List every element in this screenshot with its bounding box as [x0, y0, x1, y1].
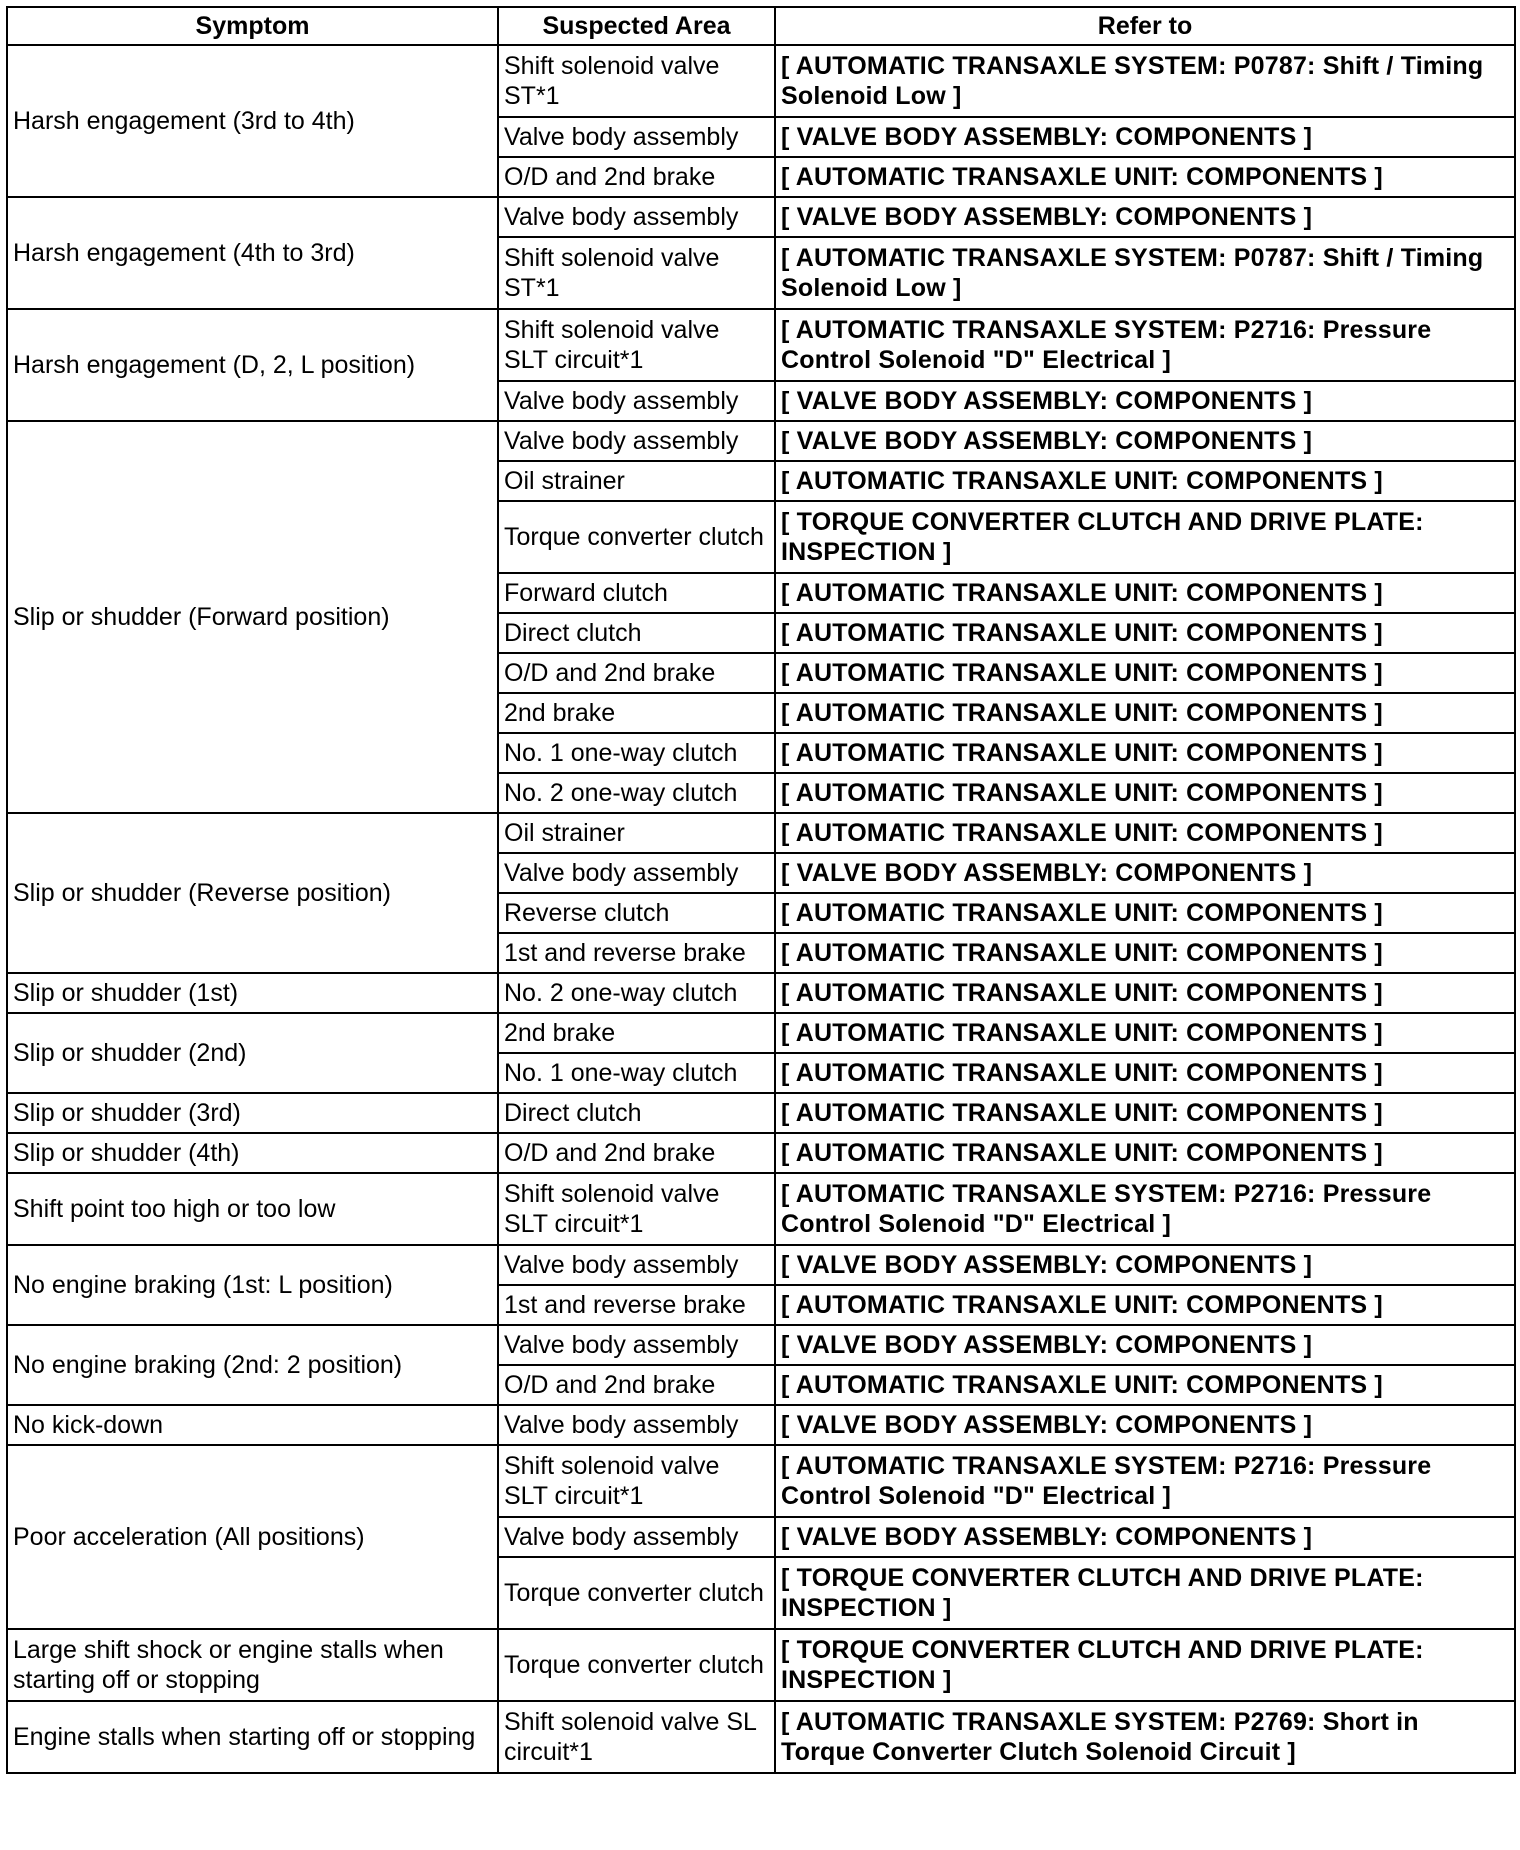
refer-to-cell: [ VALVE BODY ASSEMBLY: COMPONENTS ]	[775, 853, 1515, 893]
refer-to-cell: [ VALVE BODY ASSEMBLY: COMPONENTS ]	[775, 421, 1515, 461]
table-row	[7, 197, 1515, 237]
table-row	[7, 1173, 1515, 1245]
suspected-area-cell: O/D and 2nd brake	[498, 1133, 775, 1173]
symptom-cell: Slip or shudder (Forward position)	[7, 421, 498, 813]
refer-to-cell: [ AUTOMATIC TRANSAXLE SYSTEM: P2716: Pressure Control Solenoid "D" Electrical ]	[775, 309, 1515, 381]
refer-to-cell: [ AUTOMATIC TRANSAXLE UNIT: COMPONENTS ]	[775, 157, 1515, 197]
suspected-area-cell: Shift solenoid valve SL circuit*1	[498, 1701, 775, 1773]
suspected-area-cell: Valve body assembly	[498, 197, 775, 237]
symptom-cell: Slip or shudder (3rd)	[7, 1093, 498, 1133]
refer-to-cell: [ AUTOMATIC TRANSAXLE UNIT: COMPONENTS ]	[775, 1365, 1515, 1405]
suspected-area-cell: 1st and reverse brake	[498, 1285, 775, 1325]
suspected-area-cell: Valve body assembly	[498, 421, 775, 461]
suspected-area-cell: O/D and 2nd brake	[498, 653, 775, 693]
table-body	[7, 45, 1515, 1773]
table-row	[7, 1245, 1515, 1285]
suspected-area-cell: Torque converter clutch	[498, 1629, 775, 1701]
suspected-area-cell: Valve body assembly	[498, 1517, 775, 1557]
suspected-area-cell: Oil strainer	[498, 813, 775, 853]
suspected-area-cell: Valve body assembly	[498, 853, 775, 893]
symptom-cell: Large shift shock or engine stalls when starting off or stopping	[7, 1629, 498, 1701]
symptom-cell: Poor acceleration (All positions)	[7, 1445, 498, 1629]
refer-to-cell: [ TORQUE CONVERTER CLUTCH AND DRIVE PLATE: INSPECTION ]	[775, 501, 1515, 573]
symptom-cell: Slip or shudder (Reverse position)	[7, 813, 498, 973]
suspected-area-cell: Shift solenoid valve ST*1	[498, 237, 775, 309]
refer-to-cell: [ AUTOMATIC TRANSAXLE UNIT: COMPONENTS ]	[775, 773, 1515, 813]
refer-to-cell: [ AUTOMATIC TRANSAXLE SYSTEM: P0787: Shift / Timing Solenoid Low ]	[775, 45, 1515, 117]
table-row	[7, 1325, 1515, 1365]
suspected-area-cell: Torque converter clutch	[498, 501, 775, 573]
header-suspected-area: Suspected Area	[498, 7, 775, 45]
refer-to-cell: [ AUTOMATIC TRANSAXLE UNIT: COMPONENTS ]	[775, 461, 1515, 501]
header-refer-to: Refer to	[775, 7, 1515, 45]
refer-to-cell: [ AUTOMATIC TRANSAXLE UNIT: COMPONENTS ]	[775, 613, 1515, 653]
refer-to-cell: [ AUTOMATIC TRANSAXLE SYSTEM: P0787: Shift / Timing Solenoid Low ]	[775, 237, 1515, 309]
suspected-area-cell: Shift solenoid valve SLT circuit*1	[498, 1173, 775, 1245]
refer-to-cell: [ VALVE BODY ASSEMBLY: COMPONENTS ]	[775, 1245, 1515, 1285]
suspected-area-cell: No. 1 one-way clutch	[498, 1053, 775, 1093]
suspected-area-cell: Shift solenoid valve ST*1	[498, 45, 775, 117]
refer-to-cell: [ AUTOMATIC TRANSAXLE UNIT: COMPONENTS ]	[775, 1285, 1515, 1325]
refer-to-cell: [ AUTOMATIC TRANSAXLE SYSTEM: P2769: Short in Torque Converter Clutch Solenoid Circuit ]	[775, 1701, 1515, 1773]
suspected-area-cell: Valve body assembly	[498, 117, 775, 157]
suspected-area-cell: 1st and reverse brake	[498, 933, 775, 973]
suspected-area-cell: 2nd brake	[498, 1013, 775, 1053]
refer-to-cell: [ VALVE BODY ASSEMBLY: COMPONENTS ]	[775, 1517, 1515, 1557]
header-row	[7, 7, 1515, 45]
symptom-cell: No kick-down	[7, 1405, 498, 1445]
table-row	[7, 1629, 1515, 1701]
table-row	[7, 1013, 1515, 1053]
suspected-area-cell: Shift solenoid valve SLT circuit*1	[498, 1445, 775, 1517]
refer-to-cell: [ TORQUE CONVERTER CLUTCH AND DRIVE PLATE: INSPECTION ]	[775, 1557, 1515, 1629]
refer-to-cell: [ AUTOMATIC TRANSAXLE UNIT: COMPONENTS ]	[775, 1053, 1515, 1093]
suspected-area-cell: Valve body assembly	[498, 381, 775, 421]
refer-to-cell: [ TORQUE CONVERTER CLUTCH AND DRIVE PLATE: INSPECTION ]	[775, 1629, 1515, 1701]
symptom-cell: No engine braking (1st: L position)	[7, 1245, 498, 1325]
table-row	[7, 309, 1515, 381]
refer-to-cell: [ VALVE BODY ASSEMBLY: COMPONENTS ]	[775, 117, 1515, 157]
symptom-cell: Harsh engagement (D, 2, L position)	[7, 309, 498, 421]
header-symptom: Symptom	[7, 7, 498, 45]
table-header	[7, 7, 1515, 45]
refer-to-cell: [ AUTOMATIC TRANSAXLE UNIT: COMPONENTS ]	[775, 1093, 1515, 1133]
suspected-area-cell: Torque converter clutch	[498, 1557, 775, 1629]
refer-to-cell: [ AUTOMATIC TRANSAXLE UNIT: COMPONENTS ]	[775, 693, 1515, 733]
refer-to-cell: [ AUTOMATIC TRANSAXLE UNIT: COMPONENTS ]	[775, 1013, 1515, 1053]
symptom-cell: Slip or shudder (2nd)	[7, 1013, 498, 1093]
suspected-area-cell: Oil strainer	[498, 461, 775, 501]
suspected-area-cell: Reverse clutch	[498, 893, 775, 933]
refer-to-cell: [ AUTOMATIC TRANSAXLE UNIT: COMPONENTS ]	[775, 973, 1515, 1013]
table-row	[7, 1405, 1515, 1445]
refer-to-cell: [ AUTOMATIC TRANSAXLE SYSTEM: P2716: Pressure Control Solenoid "D" Electrical ]	[775, 1445, 1515, 1517]
suspected-area-cell: O/D and 2nd brake	[498, 157, 775, 197]
refer-to-cell: [ AUTOMATIC TRANSAXLE UNIT: COMPONENTS ]	[775, 1133, 1515, 1173]
refer-to-cell: [ VALVE BODY ASSEMBLY: COMPONENTS ]	[775, 1405, 1515, 1445]
refer-to-cell: [ VALVE BODY ASSEMBLY: COMPONENTS ]	[775, 197, 1515, 237]
suspected-area-cell: Valve body assembly	[498, 1405, 775, 1445]
suspected-area-cell: No. 2 one-way clutch	[498, 773, 775, 813]
refer-to-cell: [ VALVE BODY ASSEMBLY: COMPONENTS ]	[775, 1325, 1515, 1365]
symptom-cell: No engine braking (2nd: 2 position)	[7, 1325, 498, 1405]
refer-to-cell: [ AUTOMATIC TRANSAXLE SYSTEM: P2716: Pressure Control Solenoid "D" Electrical ]	[775, 1173, 1515, 1245]
troubleshooting-document	[6, 6, 1516, 1774]
suspected-area-cell: Forward clutch	[498, 573, 775, 613]
symptom-table	[6, 6, 1516, 1774]
suspected-area-cell: Valve body assembly	[498, 1325, 775, 1365]
refer-to-cell: [ AUTOMATIC TRANSAXLE UNIT: COMPONENTS ]	[775, 893, 1515, 933]
symptom-cell: Slip or shudder (4th)	[7, 1133, 498, 1173]
symptom-cell: Harsh engagement (3rd to 4th)	[7, 45, 498, 197]
symptom-cell: Engine stalls when starting off or stopping	[7, 1701, 498, 1773]
symptom-cell: Harsh engagement (4th to 3rd)	[7, 197, 498, 309]
refer-to-cell: [ AUTOMATIC TRANSAXLE UNIT: COMPONENTS ]	[775, 653, 1515, 693]
symptom-cell: Shift point too high or too low	[7, 1173, 498, 1245]
suspected-area-cell: Direct clutch	[498, 613, 775, 653]
suspected-area-cell: No. 1 one-way clutch	[498, 733, 775, 773]
suspected-area-cell: No. 2 one-way clutch	[498, 973, 775, 1013]
table-row	[7, 1133, 1515, 1173]
refer-to-cell: [ AUTOMATIC TRANSAXLE UNIT: COMPONENTS ]	[775, 573, 1515, 613]
table-row	[7, 1093, 1515, 1133]
refer-to-cell: [ VALVE BODY ASSEMBLY: COMPONENTS ]	[775, 381, 1515, 421]
suspected-area-cell: Shift solenoid valve SLT circuit*1	[498, 309, 775, 381]
suspected-area-cell: Direct clutch	[498, 1093, 775, 1133]
refer-to-cell: [ AUTOMATIC TRANSAXLE UNIT: COMPONENTS ]	[775, 813, 1515, 853]
suspected-area-cell: O/D and 2nd brake	[498, 1365, 775, 1405]
table-row	[7, 973, 1515, 1013]
table-row	[7, 421, 1515, 461]
table-row	[7, 813, 1515, 853]
table-row	[7, 45, 1515, 117]
refer-to-cell: [ AUTOMATIC TRANSAXLE UNIT: COMPONENTS ]	[775, 933, 1515, 973]
table-row	[7, 1701, 1515, 1773]
table-row	[7, 1445, 1515, 1517]
symptom-cell: Slip or shudder (1st)	[7, 973, 498, 1013]
suspected-area-cell: Valve body assembly	[498, 1245, 775, 1285]
suspected-area-cell: 2nd brake	[498, 693, 775, 733]
refer-to-cell: [ AUTOMATIC TRANSAXLE UNIT: COMPONENTS ]	[775, 733, 1515, 773]
